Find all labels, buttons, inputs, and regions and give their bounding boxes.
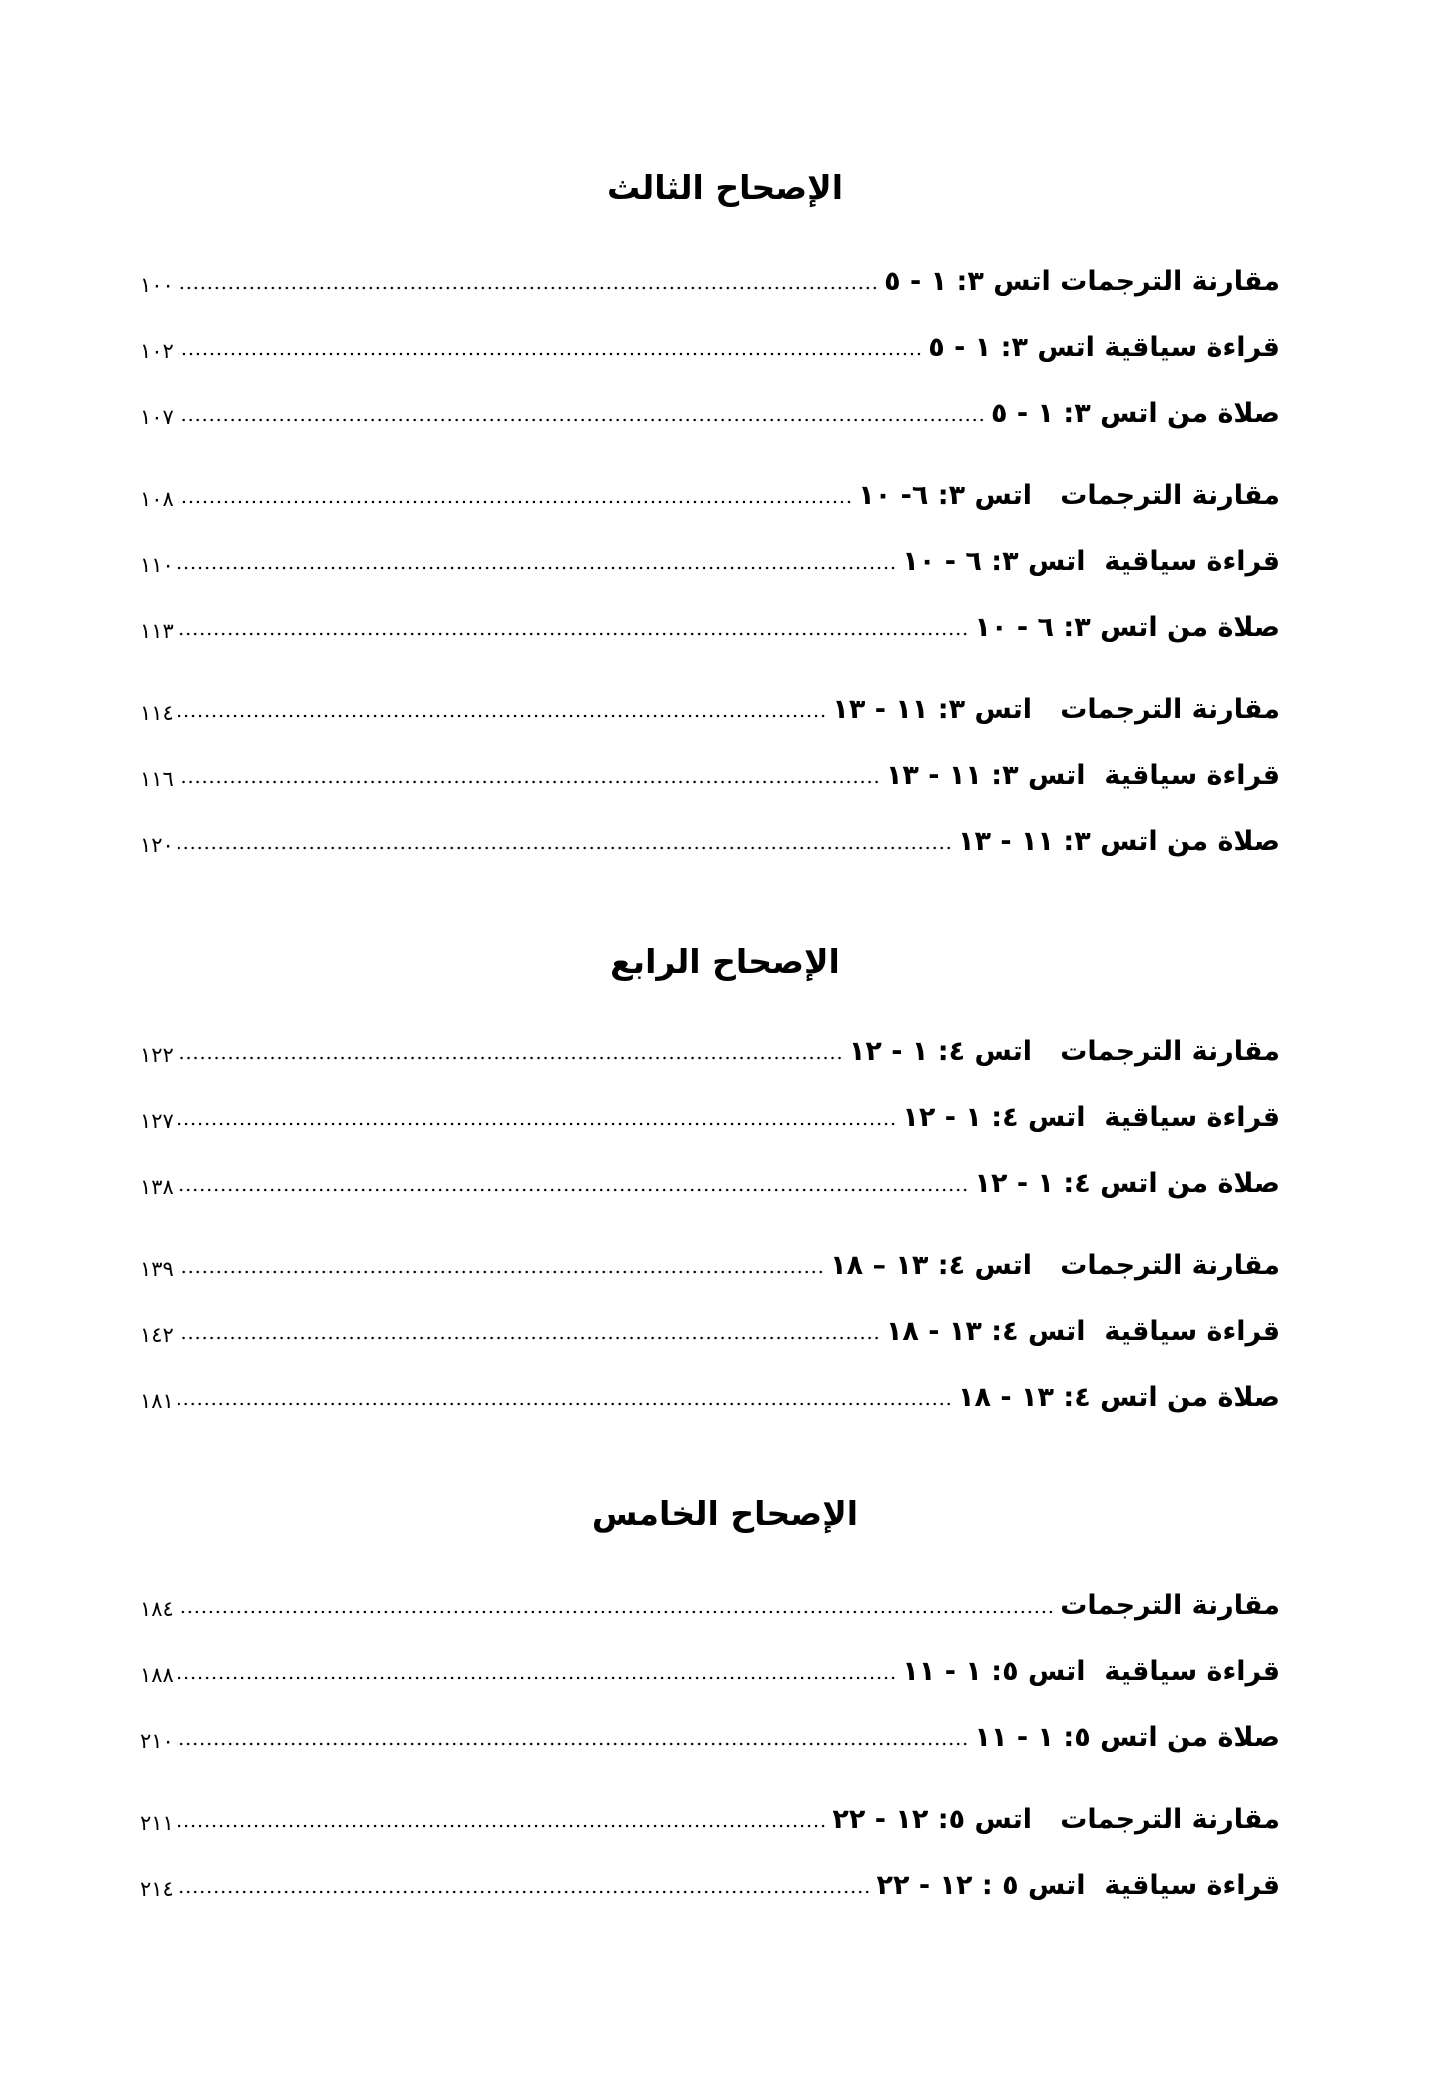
dot-leader bbox=[178, 1740, 969, 1748]
toc-entry-page-number: ١١٠ bbox=[140, 553, 174, 577]
dot-leader bbox=[178, 1822, 827, 1830]
toc-entry[interactable] bbox=[140, 1584, 1280, 1624]
dot-leader bbox=[178, 564, 897, 572]
toc-entry[interactable] bbox=[140, 540, 1280, 580]
toc-entry[interactable] bbox=[140, 326, 1280, 366]
dot-leader bbox=[178, 284, 878, 292]
toc-entry-page-number: ١٠٠ bbox=[140, 273, 174, 297]
toc-entry[interactable] bbox=[140, 1310, 1280, 1350]
toc-entry[interactable] bbox=[140, 392, 1280, 432]
toc-entry-label: مقارنة الترجمات اتس ٤: ١ - ١٢ bbox=[848, 1036, 1280, 1067]
dot-leader bbox=[178, 844, 952, 852]
toc-entry-page-number: ١٠٧ bbox=[140, 405, 174, 429]
toc-entry-label: مقارنة الترجمات bbox=[1060, 1590, 1280, 1621]
toc-entry[interactable] bbox=[140, 1650, 1280, 1690]
toc-entry-label: مقارنة الترجمات اتس ٤: ١٣ – ١٨ bbox=[830, 1250, 1280, 1281]
toc-entry[interactable] bbox=[140, 260, 1280, 300]
toc-entry-label: صلاة من اتس ٤: ١٣ - ١٨ bbox=[958, 1382, 1280, 1413]
toc-entry-page-number: ١٨١ bbox=[140, 1389, 174, 1413]
dot-leader bbox=[178, 498, 852, 506]
toc-entry-label: قراءة سياقية اتس ٣: ٦ - ١٠ bbox=[902, 546, 1280, 577]
dot-leader bbox=[178, 1268, 824, 1276]
toc-entry-label: قراءة سياقية اتس ٤: ١٣ - ١٨ bbox=[885, 1316, 1280, 1347]
dot-leader bbox=[178, 712, 827, 720]
toc-entry-label: قراءة سياقية اتس ٥: ١ - ١١ bbox=[902, 1656, 1280, 1687]
toc-entry[interactable] bbox=[140, 1162, 1280, 1202]
toc-entry-page-number: ٢١١ bbox=[140, 1811, 174, 1835]
toc-entry-label: قراءة سياقية اتس ٤: ١ - ١٢ bbox=[902, 1102, 1280, 1133]
dot-leader bbox=[178, 1334, 880, 1342]
toc-entry-page-number: ١٠٨ bbox=[140, 487, 174, 511]
dot-leader bbox=[178, 1888, 871, 1896]
toc-entry-page-number: ١٠٢ bbox=[140, 339, 174, 363]
toc-entry-label: صلاة من اتس ٣: ١١ - ١٣ bbox=[958, 826, 1280, 857]
toc-entry-page-number: ١٣٨ bbox=[140, 1175, 174, 1199]
section-title: الإصحاح الثالث bbox=[606, 168, 844, 207]
toc-entry[interactable] bbox=[140, 754, 1280, 794]
toc-entry-label: قراءة سياقية اتس ٣: ١ - ٥ bbox=[928, 332, 1280, 363]
toc-entry[interactable] bbox=[140, 1244, 1280, 1284]
toc-entry-label: صلاة من اتس ٣: ١ - ٥ bbox=[991, 398, 1280, 429]
toc-entry[interactable] bbox=[140, 1096, 1280, 1136]
toc-entry[interactable] bbox=[140, 1798, 1280, 1838]
dot-leader bbox=[178, 350, 922, 358]
toc-entry-page-number: ١٢٧ bbox=[140, 1109, 174, 1133]
dot-leader bbox=[178, 1186, 969, 1194]
toc-entry-page-number: ٢١٤ bbox=[140, 1877, 174, 1901]
dot-leader bbox=[178, 1674, 897, 1682]
toc-entry-label: مقارنة الترجمات اتس ٣: ١١ - ١٣ bbox=[832, 694, 1280, 725]
toc-entry-label: صلاة من اتس ٤: ١ - ١٢ bbox=[974, 1168, 1280, 1199]
toc-entry-page-number: ١٨٨ bbox=[140, 1663, 174, 1687]
toc-entry-page-number: ١٢٠ bbox=[140, 833, 174, 857]
toc-entry[interactable] bbox=[140, 820, 1280, 860]
toc-entry[interactable] bbox=[140, 1864, 1280, 1904]
toc-entry[interactable] bbox=[140, 1030, 1280, 1070]
toc-entry-page-number: ٢١٠ bbox=[140, 1729, 174, 1753]
dot-leader bbox=[178, 778, 880, 786]
toc-entry-page-number: ١٣٩ bbox=[140, 1257, 174, 1281]
toc-entry-page-number: ١١٣ bbox=[140, 619, 174, 643]
section-title: الإصحاح الرابع bbox=[610, 942, 840, 981]
toc-entry[interactable] bbox=[140, 1376, 1280, 1416]
toc-entry-label: مقارنة الترجمات اتس ٥: ١٢ - ٢٢ bbox=[832, 1804, 1280, 1835]
dot-leader bbox=[178, 1400, 952, 1408]
dot-leader bbox=[178, 1054, 843, 1062]
dot-leader bbox=[178, 1608, 1054, 1616]
dot-leader bbox=[178, 1120, 897, 1128]
toc-entry[interactable] bbox=[140, 688, 1280, 728]
toc-entry-label: مقارنة الترجمات اتس ٣: ٦- ١٠ bbox=[858, 480, 1280, 511]
toc-entry-label: قراءة سياقية اتس ٣: ١١ - ١٣ bbox=[885, 760, 1280, 791]
toc-entry-page-number: ١١٦ bbox=[140, 767, 174, 791]
section-title: الإصحاح الخامس bbox=[591, 1494, 859, 1533]
toc-entry-label: مقارنة الترجمات اتس ٣: ١ - ٥ bbox=[884, 266, 1280, 297]
toc-entry-page-number: ١١٤ bbox=[140, 701, 174, 725]
toc-entry-label: صلاة من اتس ٣: ٦ - ١٠ bbox=[974, 612, 1280, 643]
toc-entry-page-number: ١٨٤ bbox=[140, 1597, 174, 1621]
toc-entry[interactable] bbox=[140, 606, 1280, 646]
toc-entry[interactable] bbox=[140, 474, 1280, 514]
toc-entry[interactable] bbox=[140, 1716, 1280, 1756]
toc-entry-page-number: ١٢٢ bbox=[140, 1043, 174, 1067]
toc-entry-label: صلاة من اتس ٥: ١ - ١١ bbox=[974, 1722, 1280, 1753]
dot-leader bbox=[178, 630, 969, 638]
dot-leader bbox=[178, 416, 985, 424]
toc-entry-label: قراءة سياقية اتس ٥ : ١٢ - ٢٢ bbox=[876, 1870, 1280, 1901]
toc-entry-page-number: ١٤٢ bbox=[140, 1323, 174, 1347]
